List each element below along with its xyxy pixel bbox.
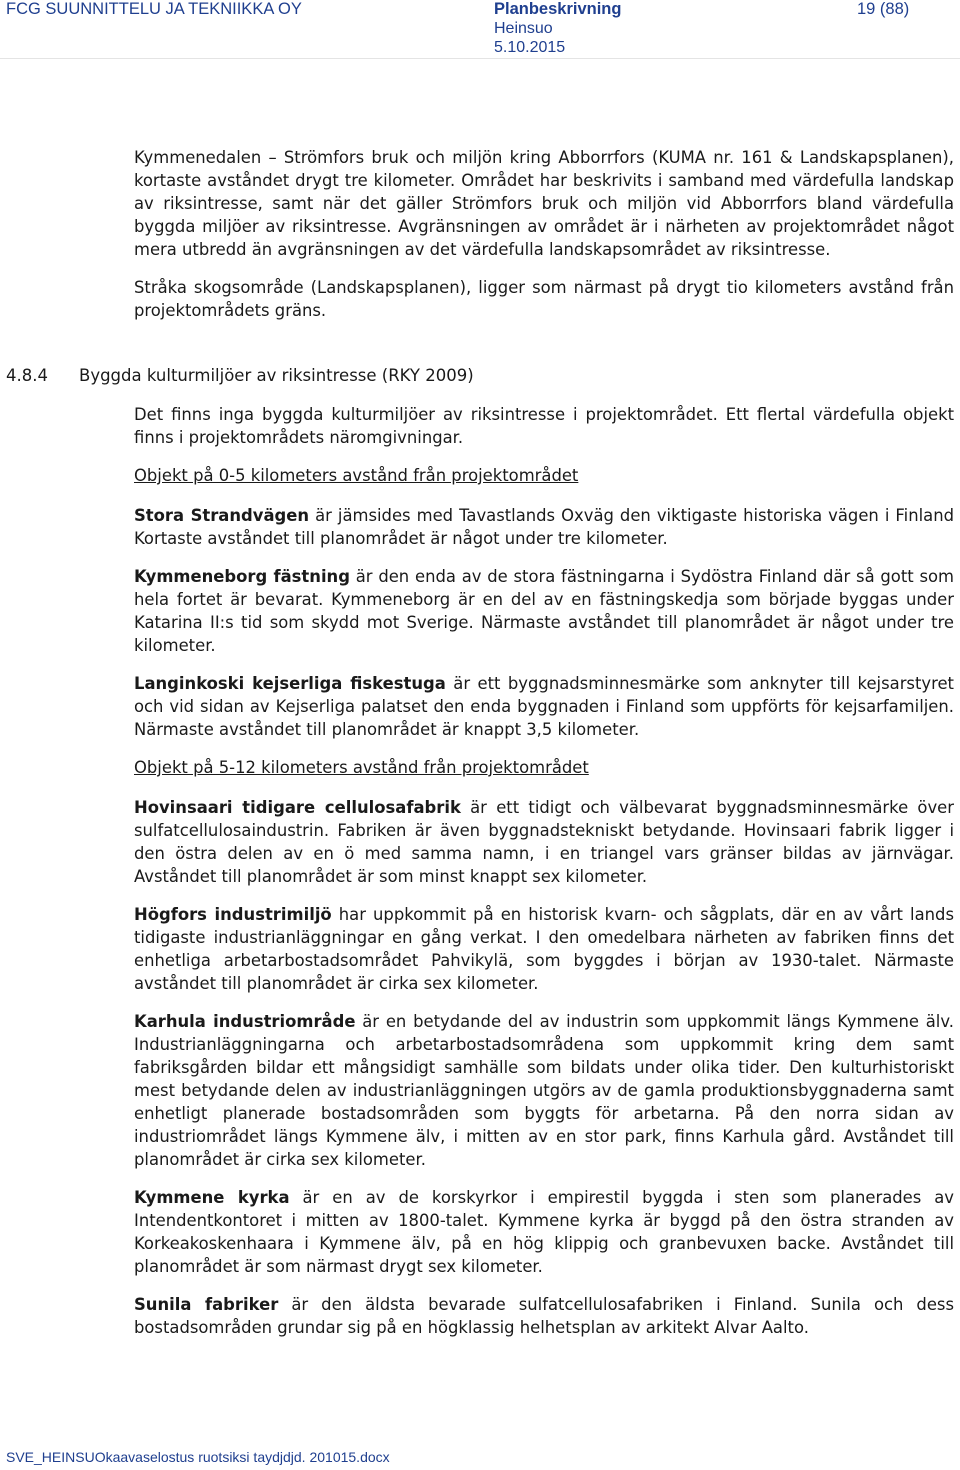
group2-heading: Objekt på 5-12 kilometers avstånd från projektområdet: [134, 758, 589, 777]
object-text: är den äldsta bevarade sulfatcellulosafabriken i Finland. Sunila och dess bostadsområden grundar sig på en högklassig helhetsplan av arkitekt Alvar Aalto.: [134, 1295, 954, 1337]
footer-filename: SVE_HEINSUOkaavaselostus ruotsiksi taydjdjd. 201015.docx: [6, 1449, 390, 1465]
object-karhula: [134, 1010, 954, 1171]
company-name: FCG SUUNNITTELU JA TEKNIIKKA OY: [6, 0, 302, 18]
object-name: Kymmene kyrka: [134, 1188, 290, 1207]
object-hovinsaari: [134, 796, 954, 888]
object-text: är ett byggnadsminnesmärke som anknyter till kejsarstyret och vid sidan av Kejserliga palatset den enda byggnaden i Finland som uppförts för kejsarfamiljen. Närmaste avståndet till planområdet är knappt 3,5 kilometer.: [134, 674, 954, 739]
document-title: Planbeskrivning: [494, 0, 622, 18]
document-date: 5.10.2015: [494, 39, 566, 56]
intro-paragraph-1: Kymmenedalen – Strömfors bruk och miljön kring Abborrfors (KUMA nr. 161 & Landskapsplanen), kortaste avståndet drygt tre kilometer. Området har beskrivits i samband med värdefulla landskap av riksintresse, samt när det gäller Strömfors bruk och miljön vid Abborrfors bland värdefulla byggda miljöer av riksintresse. Avgränsningen av området är i närheten av projektområdet något mera utbredd än avgränsningen av det värdefulla landskapsområdet av riksintresse.: [134, 148, 954, 259]
object-langinkoski: [134, 672, 954, 741]
object-stora-strandvagen: [134, 504, 954, 550]
intro-paragraph-2: Stråka skogsområde (Landskapsplanen), ligger som närmast på drygt tio kilometers avstånd från projektområdets gräns.: [134, 278, 954, 320]
object-text: är en betydande del av industrin som uppkommit längs Kymmene älv. Industrianläggningarna och arbetarbostadsområdena som uppkommit kring dem samt fabriksgården bildar ett mångsidigt samhälle som bildats under olika tider. Den kulturhistoriskt mest betydande delen av industrianläggningen utgörs av de gamla produktionsbyggnaderna samt enhetligt planerade bostadsområden som byggts för arbetarna. På den norra sidan av industriområdet längs Kymmene älv, i mitten av en stor park, finns Karhula gård. Avståndet till planområdet är cirka sex kilometer.: [134, 1012, 954, 1169]
object-name: Kymmeneborg fästning: [134, 567, 350, 586]
object-name: Karhula industriområde: [134, 1012, 356, 1031]
object-kymmeneborg: [134, 565, 954, 657]
object-name: Langinkoski kejserliga fiskestuga: [134, 674, 446, 693]
object-text: är jämsides med Tavastlands Oxväg den viktigaste historiska vägen i Finland Kortaste avståndet till planområdet är något under tre kilometer.: [134, 506, 954, 548]
object-hogfors: [134, 903, 954, 995]
object-name: Hovinsaari tidigare cellulosafabrik: [134, 798, 461, 817]
object-name: Stora Strandvägen: [134, 506, 310, 525]
section-title: Byggda kulturmiljöer av riksintresse (RKY 2009): [79, 366, 474, 385]
object-text: är ett tidigt och välbevarat byggnadsminnesmärke över sulfatcellulosaindustrin. Fabriken är även byggnadstekniskt betydande. Hovinsaari fabrik ligger i den östra delen av en ö med samma namn, i en triangel vars gränser bildas av järnvägar. Avståndet till planområdet är som minst knappt sex kilometer.: [134, 798, 954, 886]
intro-text: [134, 146, 954, 337]
header-divider: [0, 58, 960, 59]
object-text: är en av de korskyrkor i empirestil byggda i sten som planerades av Intendentkontoret i mitten av 1800-talet. Kymmene kyrka är byggd på den östra stranden av Korkeakoskenhaara i Kymmene älv, på en hög klippig och granbevuxen backe. Avståndet till planområdet är som närmast drygt sex kilometer.: [134, 1188, 955, 1276]
section-body: [134, 403, 954, 1354]
object-name: Högfors industrimiljö: [134, 905, 332, 924]
document-info: [494, 0, 621, 57]
object-text: har uppkommit på en historisk kvarn- och sågplats, där en av vårt lands tidigaste industrianläggningar en gång verkat. I den omedelbara närheten av fabriken finns det enhetliga arbetarbostadsområdet Pahvikylä, som byggdes i början av 1930-talet. Närmaste avståndet till planområdet är cirka sex kilometer.: [134, 905, 954, 993]
object-kymmene-kyrka: [134, 1186, 954, 1278]
page-header: [0, 0, 960, 56]
group1-heading: Objekt på 0-5 kilometers avstånd från projektområdet: [134, 466, 579, 485]
document-place: Heinsuo: [494, 20, 553, 37]
object-name: Sunila fabriker: [134, 1295, 279, 1314]
object-text: är den enda av de stora fästningarna i Sydöstra Finland där så gott som hela fortet är bevarat. Kymmeneborg är en del av en fästningskedja som började byggas under Katarina II:s tid som skydd mot Sverige. Närmaste avståndet till planområdet är något under tre kilometer.: [134, 567, 955, 655]
section-number: 4.8.4: [6, 366, 48, 385]
page-number: 19 (88): [857, 0, 910, 18]
section-intro: Det finns inga byggda kulturmiljöer av riksintresse i projektområdet. Ett flertal värdefulla objekt finns i projektområdets näromgivningar.: [134, 405, 954, 447]
object-sunila: [134, 1293, 954, 1339]
